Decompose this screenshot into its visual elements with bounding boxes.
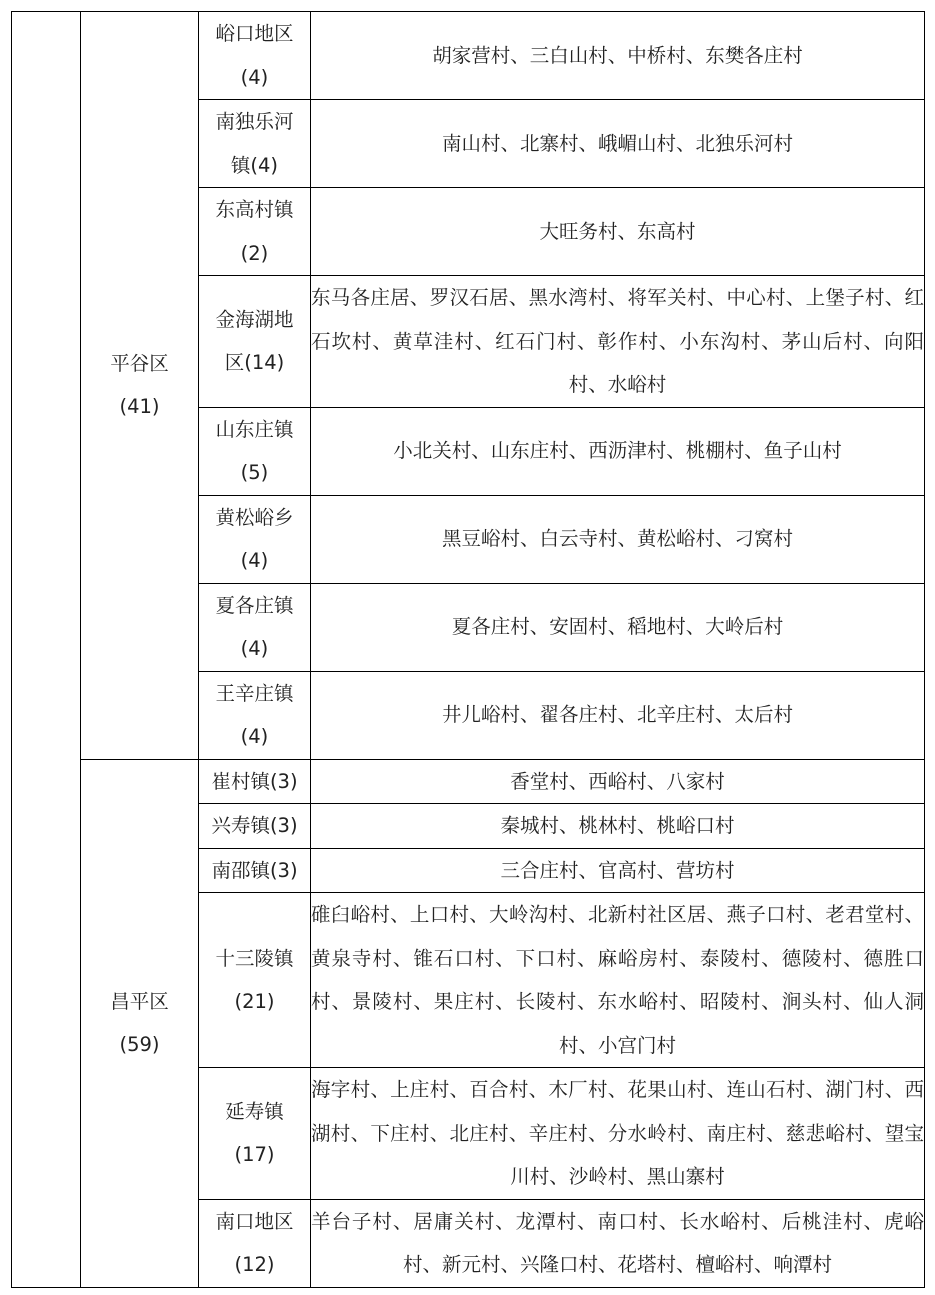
district-count: (59) (119, 1033, 160, 1056)
town-cell (199, 1199, 311, 1287)
town-cell (199, 407, 311, 495)
town-name-line: 延寿镇 (225, 1099, 284, 1123)
town-name-line: 南邵镇(3) (211, 858, 298, 882)
town-name-line: (4) (240, 65, 269, 89)
village-list: 东马各庄居、罗汉石居、黑水湾村、将军关村、中心村、上堡子村、红石坎村、黄草洼村、红石门村、彰作村、小东沟村、茅山后村、向阳村、水峪村 (311, 276, 925, 408)
town-name-line: 峪口地区 (215, 22, 294, 45)
village-list: 香堂村、西峪村、八家村 (311, 759, 925, 804)
village-list: 羊台子村、居庸关村、龙潭村、南口村、长水峪村、后桃洼村、虎峪村、新元村、兴隆口村、花塔村、檀峪村、响潭村 (311, 1199, 925, 1287)
town-name-line: 兴寿镇(3) (211, 814, 298, 837)
town-cell (199, 12, 311, 100)
district-count: (41) (119, 395, 160, 419)
town-cell (199, 276, 311, 408)
town-cell (199, 100, 311, 188)
town-cell (199, 848, 311, 893)
town-name-line: (2) (240, 241, 269, 265)
town-name-line: 十三陵镇 (215, 946, 294, 970)
town-name-line: (17) (234, 1143, 275, 1167)
town-name-line: 王辛庄镇 (215, 681, 294, 705)
village-list: 胡家营村、三白山村、中桥村、东樊各庄村 (311, 12, 925, 100)
village-list: 黑豆峪村、白云寺村、黄松峪村、刁窝村 (311, 495, 925, 583)
town-name-line: 山东庄镇 (215, 417, 294, 441)
village-table (11, 11, 925, 1288)
village-list: 海字村、上庄村、百合村、木厂村、花果山村、连山石村、湖门村、西湖村、下庄村、北庄村、辛庄村、分水岭村、南庄村、慈悲峪村、望宝川村、沙岭村、黑山寨村 (311, 1068, 925, 1200)
town-cell (199, 804, 311, 849)
village-list: 秦城村、桃林村、桃峪口村 (311, 804, 925, 849)
town-cell (199, 583, 311, 671)
town-name-line: 崔村镇(3) (211, 769, 298, 793)
town-name-line: (5) (240, 461, 269, 484)
table-row (12, 12, 925, 100)
town-cell (199, 759, 311, 804)
village-list: 南山村、北寨村、峨嵋山村、北独乐河村 (311, 100, 925, 188)
town-cell (199, 671, 311, 759)
blank-column (12, 12, 81, 1288)
town-name-line: (4) (240, 637, 269, 660)
village-list: 碓臼峪村、上口村、大岭沟村、北新村社区居、燕子口村、老君堂村、黄泉寺村、锥石口村、下口村、麻峪房村、泰陵村、德陵村、德胜口村、景陵村、果庄村、长陵村、东水峪村、昭陵村、涧头村、仙人洞村、小宫门村 (311, 893, 925, 1068)
town-cell (199, 495, 311, 583)
town-name-line: (4) (240, 725, 269, 748)
town-name-line: 区(14) (224, 351, 285, 375)
town-name-line: 南独乐河 (215, 110, 294, 133)
town-name-line: 黄松峪乡 (215, 505, 294, 529)
district-name: 昌平区 (110, 989, 169, 1013)
town-cell (199, 1068, 311, 1200)
town-name-line: 东高村镇 (215, 198, 294, 221)
village-list: 小北关村、山东庄村、西沥津村、桃棚村、鱼子山村 (311, 407, 925, 495)
town-name-line: 南口地区 (215, 1209, 294, 1233)
district-cell (81, 12, 199, 760)
table-row (12, 759, 925, 804)
town-name-line: (4) (240, 549, 269, 572)
village-list: 井儿峪村、翟各庄村、北辛庄村、太后村 (311, 671, 925, 759)
district-cell (81, 759, 199, 1287)
village-list: 夏各庄村、安固村、稻地村、大岭后村 (311, 583, 925, 671)
town-name-line: 夏各庄镇 (215, 593, 294, 617)
town-name-line: 金海湖地 (215, 307, 294, 331)
town-name-line: 镇(4) (230, 153, 279, 177)
village-list: 三合庄村、官高村、营坊村 (311, 848, 925, 893)
town-name-line: (21) (234, 990, 275, 1013)
town-cell (199, 893, 311, 1068)
village-list: 大旺务村、东高村 (311, 188, 925, 276)
town-cell (199, 188, 311, 276)
district-name: 平谷区 (110, 351, 169, 375)
town-name-line: (12) (234, 1253, 275, 1276)
